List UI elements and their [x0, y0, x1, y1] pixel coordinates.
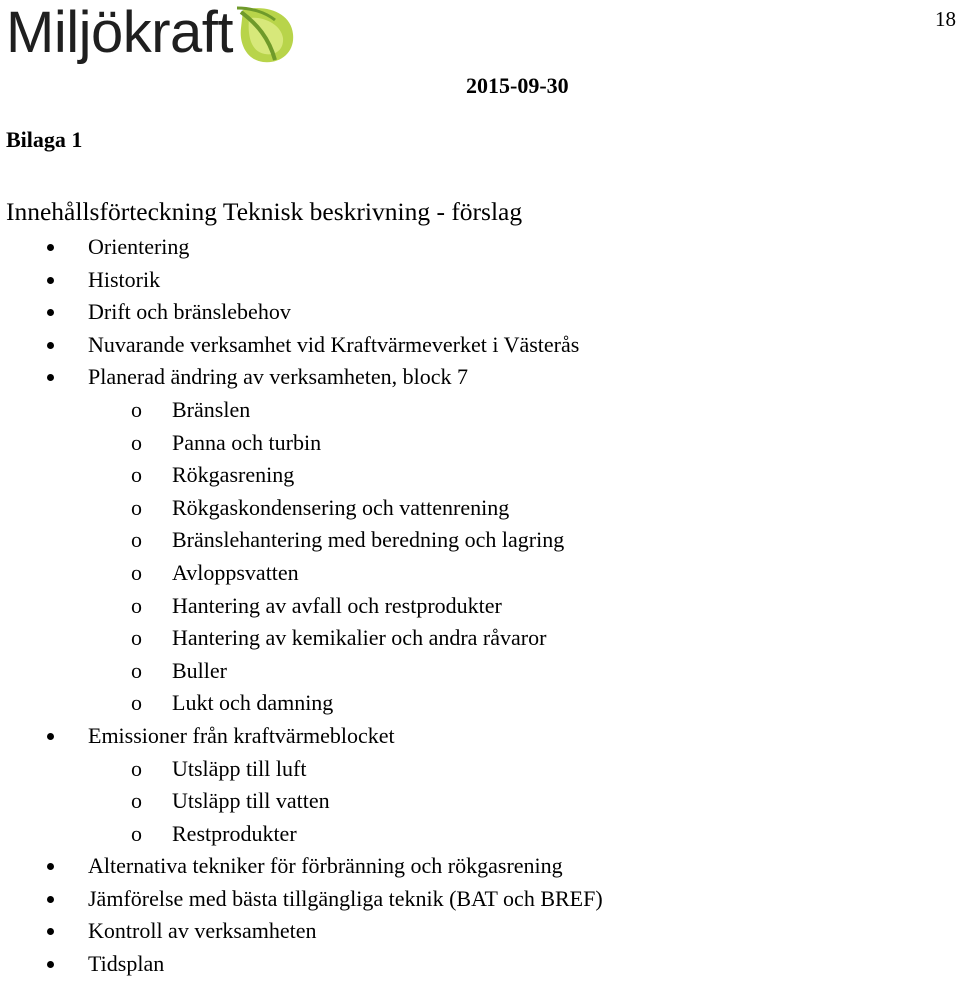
circle-bullet-icon: o — [131, 788, 142, 814]
toc-label: Emissioner från kraftvärmeblocket — [88, 722, 395, 748]
toc-label: Avloppsvatten — [172, 559, 299, 585]
bullet-icon — [47, 277, 54, 284]
toc-label: Panna och turbin — [172, 429, 322, 455]
circle-bullet-icon: o — [131, 559, 142, 585]
toc-label: Planerad ändring av verksamheten, block 7 — [88, 364, 468, 390]
toc-item — [0, 883, 960, 916]
toc-subitem — [0, 785, 960, 818]
page-header — [0, 0, 960, 120]
toc-label: Rökgaskondensering och vattenrening — [172, 494, 510, 520]
toc-subitem — [0, 492, 960, 525]
bullet-icon — [47, 863, 54, 870]
bullet-icon — [47, 342, 54, 349]
toc-label: Hantering av avfall och restprodukter — [172, 592, 502, 618]
toc-item — [0, 948, 960, 981]
toc-label: Restprodukter — [172, 820, 297, 846]
toc-subitem — [0, 622, 960, 655]
circle-bullet-icon: o — [131, 592, 142, 618]
toc-item — [0, 361, 960, 394]
circle-bullet-icon: o — [131, 657, 142, 683]
toc-item — [0, 850, 960, 883]
toc-label: Bränslen — [172, 396, 251, 422]
toc-item — [0, 915, 960, 948]
circle-bullet-icon: o — [131, 494, 142, 520]
toc-subitem — [0, 818, 960, 851]
toc-item — [0, 231, 960, 264]
circle-bullet-icon: o — [131, 527, 142, 553]
toc-label: Orientering — [88, 234, 190, 259]
circle-bullet-icon: o — [131, 820, 142, 846]
toc-label: Utsläpp till luft — [172, 755, 307, 781]
circle-bullet-icon: o — [131, 429, 142, 455]
toc-subitem — [0, 427, 960, 460]
toc-item — [0, 329, 960, 362]
toc-label: Hantering av kemikalier och andra råvaror — [172, 625, 547, 651]
bullet-icon — [47, 928, 54, 935]
toc-item — [0, 264, 960, 297]
toc-item — [0, 296, 960, 329]
toc-subitem — [0, 753, 960, 786]
toc-subitem — [0, 590, 960, 623]
bullet-icon — [47, 896, 54, 903]
bullet-icon — [47, 733, 54, 740]
bullet-icon — [47, 309, 54, 316]
circle-bullet-icon: o — [131, 462, 142, 488]
toc-item — [0, 720, 960, 753]
toc-label: Buller — [172, 657, 227, 683]
company-logo — [6, 2, 297, 71]
circle-bullet-icon: o — [131, 690, 142, 716]
toc-label: Alternativa tekniker för förbränning och rökgasrening — [88, 853, 563, 879]
toc-label: Tidsplan — [88, 951, 165, 977]
table-of-contents — [0, 231, 960, 981]
toc-label: Lukt och damning — [172, 690, 334, 716]
circle-bullet-icon: o — [131, 755, 142, 781]
toc-label: Utsläpp till vatten — [172, 788, 330, 814]
bullet-icon — [47, 961, 54, 968]
circle-bullet-icon: o — [131, 625, 142, 651]
leaf-logo-icon — [235, 4, 297, 71]
toc-label: Kontroll av verksamheten — [88, 918, 317, 944]
toc-subitem — [0, 687, 960, 720]
toc-label: Jämförelse med bästa tillgängliga teknik (BAT och BREF) — [88, 885, 603, 911]
toc-label: Bränslehantering med beredning och lagring — [172, 527, 565, 553]
toc-subitem — [0, 394, 960, 427]
document-title: Innehållsförteckning Teknisk beskrivning - förslag — [6, 197, 523, 226]
toc-label: Historik — [88, 266, 161, 292]
bullet-icon — [47, 244, 54, 251]
document-date: 2015-09-30 — [466, 73, 569, 98]
logo-wordmark: Miljökraft — [6, 0, 234, 65]
toc-label: Rökgasrening — [172, 462, 295, 488]
annex-label: Bilaga 1 — [6, 127, 83, 152]
circle-bullet-icon: o — [131, 396, 142, 422]
toc-subitem — [0, 557, 960, 590]
toc-subitem — [0, 524, 960, 557]
page-number: 18 — [935, 7, 956, 31]
bullet-icon — [47, 374, 54, 381]
toc-label: Drift och bränslebehov — [88, 299, 291, 325]
toc-subitem — [0, 655, 960, 688]
toc-subitem — [0, 459, 960, 492]
toc-label: Nuvarande verksamhet vid Kraftvärmeverket i Västerås — [88, 331, 580, 357]
